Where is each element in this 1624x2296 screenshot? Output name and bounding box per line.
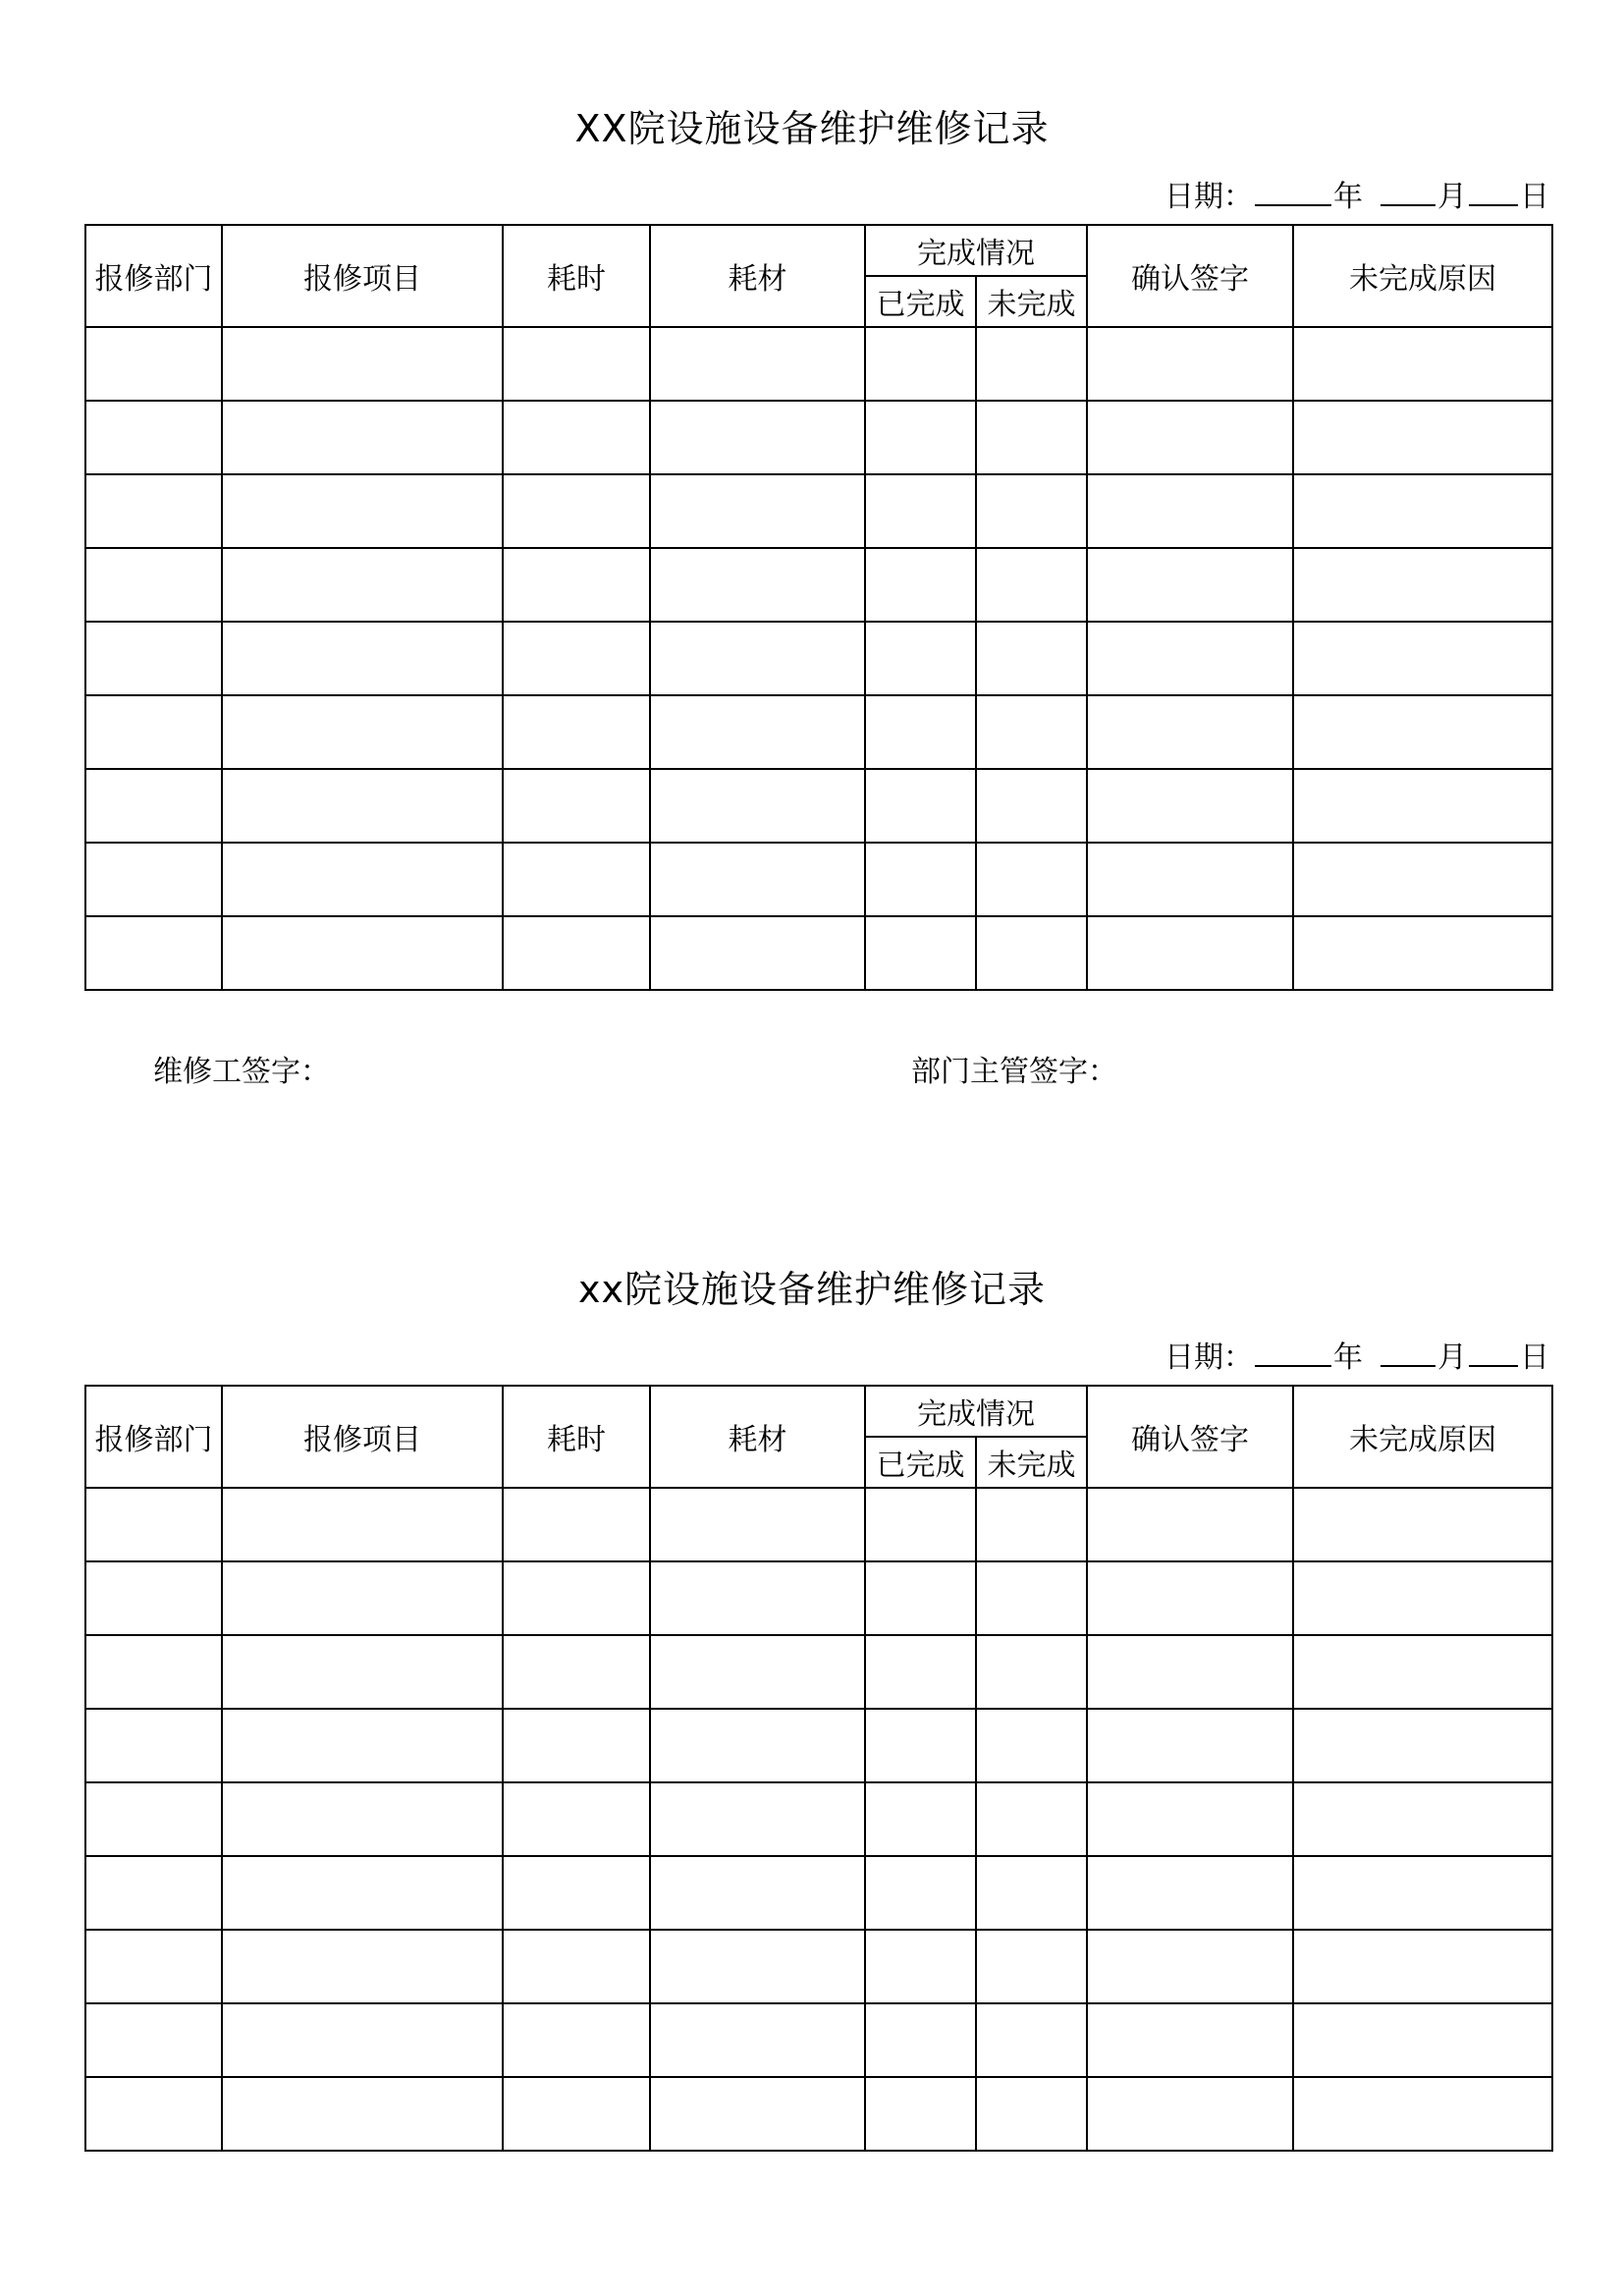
header-done: 已完成 [865,1437,976,1488]
table-row [85,916,1552,990]
material-cell[interactable] [650,843,865,916]
material-cell[interactable] [650,916,865,990]
time-cell[interactable] [503,401,650,474]
done-cell[interactable] [865,2003,976,2077]
reason-cell[interactable] [1293,1488,1552,1561]
not-done-cell[interactable] [976,843,1087,916]
header-not-done: 未完成 [976,276,1087,327]
not-done-cell[interactable] [976,2077,1087,2151]
table-row [85,2003,1552,2077]
date-label: 日期： [1164,180,1253,214]
not-done-cell[interactable] [976,916,1087,990]
done-cell[interactable] [865,474,976,548]
item-cell[interactable] [222,843,503,916]
done-cell[interactable] [865,843,976,916]
material-cell[interactable] [650,1709,865,1782]
not-done-cell[interactable] [976,622,1087,695]
item-cell[interactable] [222,1561,503,1635]
item-cell[interactable] [222,401,503,474]
material-cell[interactable] [650,474,865,548]
done-cell[interactable] [865,2077,976,2151]
item-cell[interactable] [222,769,503,843]
year-label: 年 [1333,180,1363,214]
item-cell[interactable] [222,695,503,769]
dept-cell[interactable] [85,1709,222,1782]
not-done-cell[interactable] [976,474,1087,548]
time-cell[interactable] [503,1930,650,2003]
material-cell[interactable] [650,401,865,474]
table-row [85,1635,1552,1709]
table-row [85,474,1552,548]
dept-cell[interactable] [85,548,222,622]
date-label: 日期： [1164,1340,1253,1375]
not-done-cell[interactable] [976,1856,1087,1930]
confirm-cell[interactable] [1087,1709,1293,1782]
not-done-cell[interactable] [976,695,1087,769]
item-cell[interactable] [222,1930,503,2003]
month-blank[interactable] [1380,1336,1435,1367]
time-cell[interactable] [503,1856,650,1930]
item-cell[interactable] [222,2003,503,2077]
not-done-cell[interactable] [976,401,1087,474]
done-cell[interactable] [865,1488,976,1561]
material-cell[interactable] [650,769,865,843]
confirm-cell[interactable] [1087,474,1293,548]
item-cell[interactable] [222,1856,503,1930]
table-row [85,327,1552,401]
confirm-cell[interactable] [1087,1488,1293,1561]
item-cell[interactable] [222,622,503,695]
header-done: 已完成 [865,276,976,327]
item-cell[interactable] [222,1709,503,1782]
header-material: 耗材 [650,1386,865,1488]
form-title: xx院设施设备维护维修记录 [578,1268,1046,1311]
reason-cell[interactable] [1293,1635,1552,1709]
dept-cell[interactable] [85,1930,222,2003]
table-row [85,1856,1552,1930]
material-cell[interactable] [650,695,865,769]
not-done-cell[interactable] [976,1635,1087,1709]
header-reason: 未完成原因 [1293,1386,1552,1488]
done-cell[interactable] [865,1635,976,1709]
confirm-cell[interactable] [1087,695,1293,769]
reason-cell[interactable] [1293,1782,1552,1856]
done-cell[interactable] [865,327,976,401]
header-dept: 报修部门 [85,225,222,327]
table-row [85,622,1552,695]
material-cell[interactable] [650,1930,865,2003]
confirm-cell[interactable] [1087,1782,1293,1856]
confirm-cell[interactable] [1087,916,1293,990]
worker-signature-label: 维修工签字： [153,1055,330,1089]
table-row [85,1709,1552,1782]
confirm-cell[interactable] [1087,548,1293,622]
manager-signature-label: 部门主管签字： [911,1055,1117,1089]
reason-cell[interactable] [1293,2077,1552,2151]
item-cell[interactable] [222,474,503,548]
form-title: XX院设施设备维护维修记录 [574,107,1050,150]
reason-cell[interactable] [1293,769,1552,843]
time-cell[interactable] [503,327,650,401]
dept-cell[interactable] [85,916,222,990]
reason-cell[interactable] [1293,622,1552,695]
confirm-cell[interactable] [1087,327,1293,401]
time-cell[interactable] [503,2003,650,2077]
dept-cell[interactable] [85,1561,222,1635]
item-cell[interactable] [222,327,503,401]
done-cell[interactable] [865,1561,976,1635]
header-status: 完成情况 [865,1386,1087,1437]
material-cell[interactable] [650,622,865,695]
not-done-cell[interactable] [976,769,1087,843]
confirm-cell[interactable] [1087,843,1293,916]
reason-cell[interactable] [1293,1709,1552,1782]
dept-cell[interactable] [85,769,222,843]
done-cell[interactable] [865,622,976,695]
table-row [85,548,1552,622]
table-row [85,1561,1552,1635]
month-blank[interactable] [1380,175,1435,206]
time-cell[interactable] [503,843,650,916]
not-done-cell[interactable] [976,1930,1087,2003]
header-time: 耗时 [503,1386,650,1488]
date-line [1164,175,1549,217]
dept-cell[interactable] [85,1782,222,1856]
done-cell[interactable] [865,695,976,769]
month-label: 月 [1437,180,1467,214]
material-cell[interactable] [650,1856,865,1930]
confirm-cell[interactable] [1087,2077,1293,2151]
header-item: 报修项目 [222,1386,503,1488]
not-done-cell[interactable] [976,1782,1087,1856]
header-time: 耗时 [503,225,650,327]
reason-cell[interactable] [1293,401,1552,474]
time-cell[interactable] [503,474,650,548]
confirm-cell[interactable] [1087,1930,1293,2003]
not-done-cell[interactable] [976,2003,1087,2077]
dept-cell[interactable] [85,1488,222,1561]
day-label: 日 [1520,1340,1549,1375]
material-cell[interactable] [650,2077,865,2151]
not-done-cell[interactable] [976,1561,1087,1635]
reason-cell[interactable] [1293,843,1552,916]
year-blank[interactable] [1255,175,1331,206]
material-cell[interactable] [650,1561,865,1635]
time-cell[interactable] [503,916,650,990]
done-cell[interactable] [865,401,976,474]
item-cell[interactable] [222,548,503,622]
year-blank[interactable] [1255,1336,1331,1367]
done-cell[interactable] [865,1782,976,1856]
table-row [85,695,1552,769]
material-cell[interactable] [650,327,865,401]
reason-cell[interactable] [1293,916,1552,990]
header-confirm: 确认签字 [1087,1386,1293,1488]
time-cell[interactable] [503,1488,650,1561]
table-row [85,843,1552,916]
table-row [85,401,1552,474]
material-cell[interactable] [650,2003,865,2077]
item-cell[interactable] [222,1635,503,1709]
dept-cell[interactable] [85,401,222,474]
month-label: 月 [1437,1340,1467,1375]
not-done-cell[interactable] [976,1709,1087,1782]
day-label: 日 [1520,180,1549,214]
not-done-cell[interactable] [976,1488,1087,1561]
table-row [85,2077,1552,2151]
day-blank[interactable] [1469,1336,1518,1367]
material-cell[interactable] [650,1635,865,1709]
reason-cell[interactable] [1293,327,1552,401]
time-cell[interactable] [503,695,650,769]
item-cell[interactable] [222,2077,503,2151]
confirm-cell[interactable] [1087,2003,1293,2077]
table-row [85,1782,1552,1856]
year-label: 年 [1333,1340,1363,1375]
time-cell[interactable] [503,1635,650,1709]
dept-cell[interactable] [85,843,222,916]
header-confirm: 确认签字 [1087,225,1293,327]
reason-cell[interactable] [1293,695,1552,769]
record-table [84,224,1553,991]
dept-cell[interactable] [85,2077,222,2151]
material-cell[interactable] [650,548,865,622]
reason-cell[interactable] [1293,548,1552,622]
time-cell[interactable] [503,1782,650,1856]
material-cell[interactable] [650,1488,865,1561]
material-cell[interactable] [650,1782,865,1856]
table-row [85,769,1552,843]
dept-cell[interactable] [85,695,222,769]
done-cell[interactable] [865,769,976,843]
dept-cell[interactable] [85,622,222,695]
item-cell[interactable] [222,916,503,990]
not-done-cell[interactable] [976,548,1087,622]
header-item: 报修项目 [222,225,503,327]
done-cell[interactable] [865,1856,976,1930]
dept-cell[interactable] [85,1856,222,1930]
time-cell[interactable] [503,1709,650,1782]
confirm-cell[interactable] [1087,1856,1293,1930]
header-dept: 报修部门 [85,1386,222,1488]
done-cell[interactable] [865,1709,976,1782]
header-status: 完成情况 [865,225,1087,276]
done-cell[interactable] [865,1930,976,2003]
dept-cell[interactable] [85,327,222,401]
header-material: 耗材 [650,225,865,327]
done-cell[interactable] [865,916,976,990]
time-cell[interactable] [503,548,650,622]
dept-cell[interactable] [85,1635,222,1709]
confirm-cell[interactable] [1087,1635,1293,1709]
dept-cell[interactable] [85,474,222,548]
reason-cell[interactable] [1293,2003,1552,2077]
table-row [85,1488,1552,1561]
reason-cell[interactable] [1293,1930,1552,2003]
dept-cell[interactable] [85,2003,222,2077]
day-blank[interactable] [1469,175,1518,206]
item-cell[interactable] [222,1782,503,1856]
done-cell[interactable] [865,548,976,622]
item-cell[interactable] [222,1488,503,1561]
date-line [1164,1336,1549,1378]
time-cell[interactable] [503,1561,650,1635]
header-not-done: 未完成 [976,1437,1087,1488]
reason-cell[interactable] [1293,1561,1552,1635]
reason-cell[interactable] [1293,474,1552,548]
time-cell[interactable] [503,2077,650,2151]
time-cell[interactable] [503,769,650,843]
confirm-cell[interactable] [1087,622,1293,695]
not-done-cell[interactable] [976,327,1087,401]
confirm-cell[interactable] [1087,401,1293,474]
confirm-cell[interactable] [1087,769,1293,843]
table-row [85,1930,1552,2003]
confirm-cell[interactable] [1087,1561,1293,1635]
reason-cell[interactable] [1293,1856,1552,1930]
record-table [84,1385,1553,2152]
time-cell[interactable] [503,622,650,695]
header-reason: 未完成原因 [1293,225,1552,327]
